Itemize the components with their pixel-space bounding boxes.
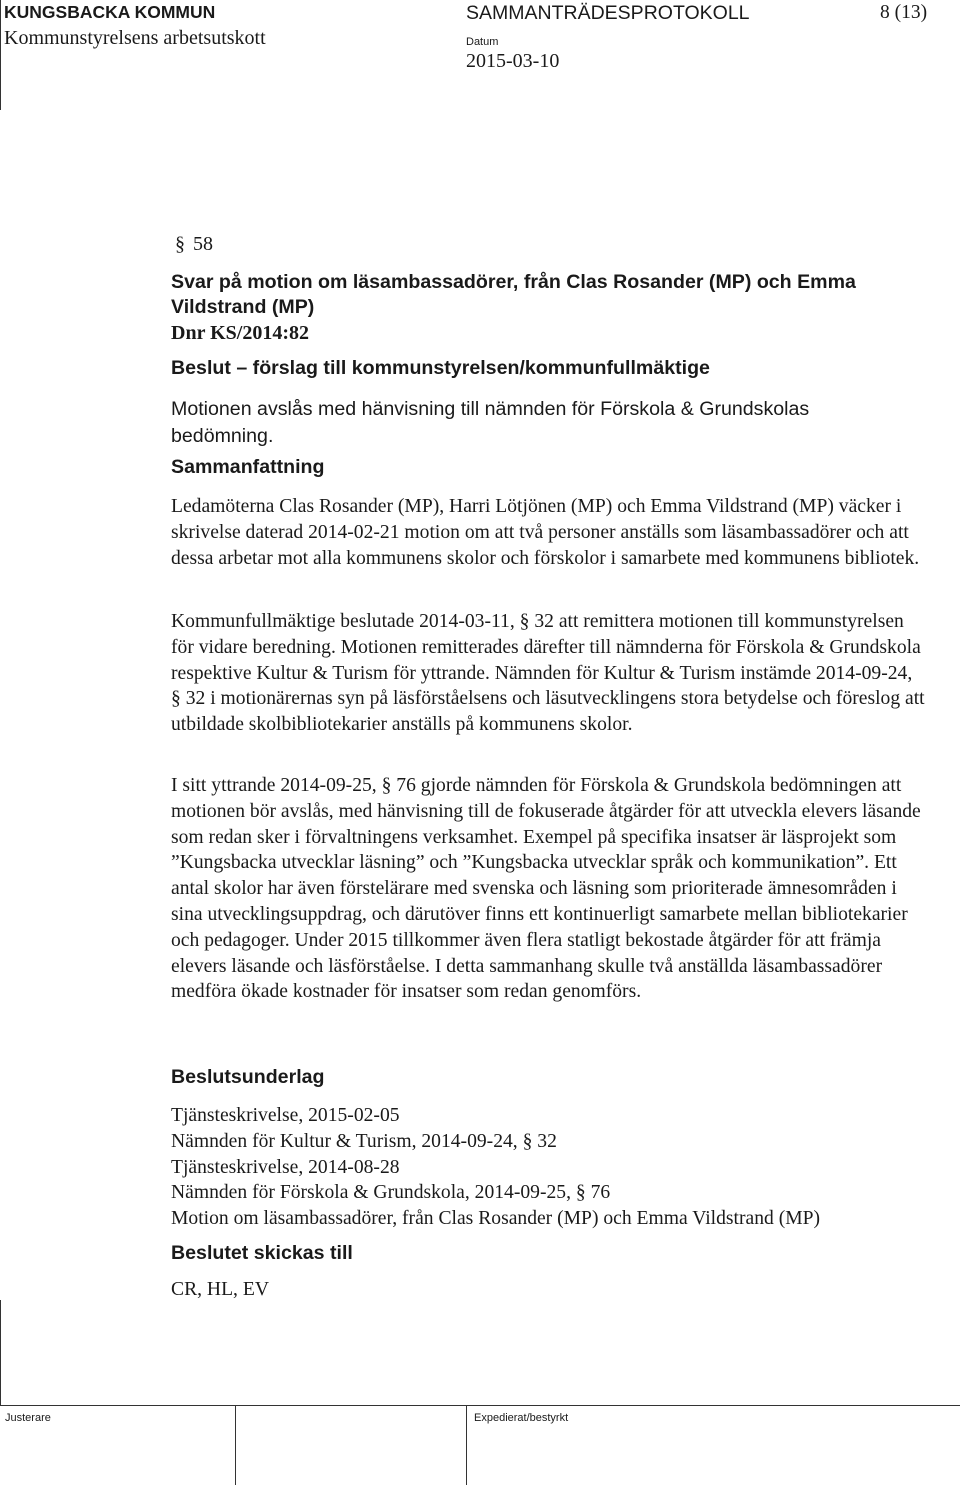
footer-cell-divider <box>466 1405 467 1485</box>
left-margin-rule-top <box>0 0 1 110</box>
paragraph-number <box>171 233 213 256</box>
list-item: Nämnden för Kultur & Turism, 2014-09-24, § 32 <box>171 1130 557 1152</box>
expedierat-label: Expedierat/bestyrkt <box>474 1412 569 1424</box>
list-item: Motion om läsambassadörer, från Clas Rosander (MP) och Emma Vildstrand (MP) <box>171 1208 821 1230</box>
document-date: 2015-03-10 <box>466 50 560 72</box>
date-label: Datum <box>466 36 499 48</box>
recipients-heading: Beslutet skickas till <box>171 1242 353 1264</box>
justerare-label: Justerare <box>5 1412 51 1424</box>
footer-divider <box>0 1405 960 1406</box>
motion-title: Svar på motion om läsambassadörer, från Clas Rosander (MP) och Emma Vildstrand (MP) <box>171 271 856 318</box>
section-number: 58 <box>193 233 213 255</box>
registration-number: Dnr KS/2014:82 <box>171 322 309 344</box>
list-item: Tjänsteskrivelse, 2014-08-28 <box>171 1156 400 1178</box>
left-margin-rule-bottom <box>0 1300 1 1406</box>
summary-heading: Sammanfattning <box>171 456 325 478</box>
summary-paragraph-1: Ledamöterna Clas Rosander (MP), Harri Lötjönen (MP) och Emma Vildstrand (MP) väcker i skrivelse daterad 2014-02-21 motion om att två personer anställs som läsambassadörer och att dessa arbetar mot alla kommunens skolor och förskolor i samarbete med kommunens bibliotek. <box>171 496 920 569</box>
summary-paragraph-3: I sitt yttrande 2014-09-25, § 76 gjorde nämnden för Förskola & Grundskola bedömningen att motionen bör avslås, med hänvisning till de fokuserade åtgärder för att utveckla elevers läsande som redan sker i förvaltningens verksamhet. Exempel på specifika insatser är läsprojekt som ”Kungsbacka utvecklar läsning” och ”Kungsbacka utvecklar språk och kommunikation”. Ett antal skolor har även förstelärare med svenska och läsning som prioriterade ämnesområden i sina utvecklingsuppdrag, och därutöver finns ett kontinuerligt samarbete mellan bibliotekarier och pedagoger. Under 2015 tillkommer även flera statligt bekostade åtgärder för att främja elevers läsande och läsförståelse. I detta sammanhang skulle två anställda läsambassadörer medföra ökade kostnader för insatser som redan genomförs. <box>171 775 921 1003</box>
organization-name: KUNGSBACKA KOMMUN <box>4 2 216 22</box>
basis-heading: Beslutsunderlag <box>171 1066 325 1088</box>
decision-text: Motionen avslås med hänvisning till nämnden för Förskola & Grundskolas bedömning. <box>171 398 810 447</box>
decision-heading: Beslut – förslag till kommunstyrelsen/kommunfullmäktige <box>171 357 710 379</box>
page-number: 8 (13) <box>880 2 928 23</box>
recipients: CR, HL, EV <box>171 1279 269 1300</box>
summary-paragraph-2: Kommunfullmäktige beslutade 2014-03-11, § 32 att remittera motionen till kommunstyrelsen för vidare beredning. Motionen remitterades därefter till nämnderna för Förskola & Grundskola respektive Kultur & Turism för yttrande. Nämnden för Kultur & Turism instämde 2014-09-24, § 32 i motionärernas syn på läsförståelsens och läsutvecklingens stora betydelse och föreslog att utbildade skolbibliotekarier anställs på kommunens skolor. <box>171 611 925 736</box>
list-item: Tjänsteskrivelse, 2015-02-05 <box>171 1105 400 1126</box>
document-type: SAMMANTRÄDESPROTOKOLL <box>466 2 750 24</box>
footer-cell-divider <box>235 1405 236 1485</box>
committee-name: Kommunstyrelsens arbetsutskott <box>4 27 266 49</box>
list-item: Nämnden för Förskola & Grundskola, 2014-09-25, § 76 <box>171 1182 611 1204</box>
section-sign: § <box>175 233 185 255</box>
basis-list <box>171 1103 820 1232</box>
